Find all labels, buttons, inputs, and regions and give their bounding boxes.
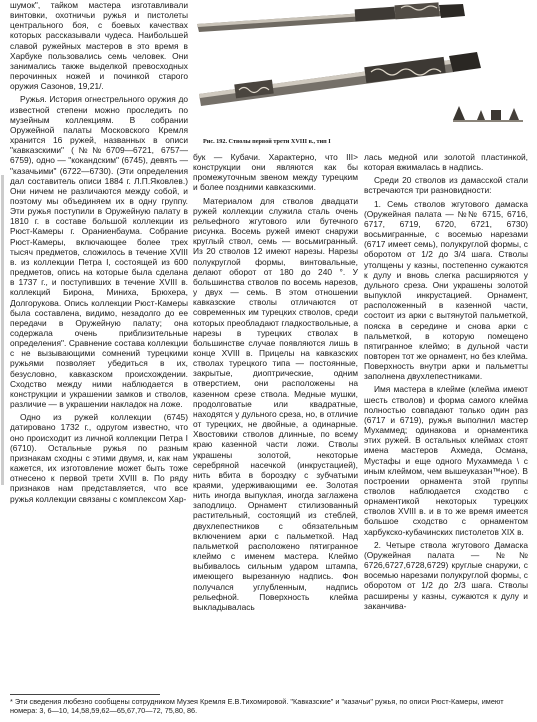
paragraph: шумок", тайком мастера изготавливали винтовки, охотничьи ружья и пистолеты центрального боя, с боевых качествах которых рассказывали чудеса. Наибольшей славой ружейных мастеров в это время в Харбуке пользовались семь человек. Они занимались также выделкой превосходных перочинных ножей и починкой старого оружия Сазонов, 19,21/. bbox=[10, 0, 188, 92]
footnote: * Эти сведения любезно сообщены сотрудником Музея Кремля Е.В.Тихомировой. "Кавказские" и "казачьи" ружья, по описи Рюст-Камеры, имеют номера: 3, 6—10, 14,58,59,62—65,67,70—72, 75,80, 86. bbox=[10, 697, 504, 715]
paragraph: Одно из ружей коллекции (6745) датировано 1732 г., одругом известно, что оно происходит из личной коллекции Петра I (6710). Остальные ружья по разным признакам сходны с этими двумя, и, как нам кажется, их изготовление может быть тоже отнесено к первой трети XVIII в. По ряду признаков нам представляется, что все ружья коллекции связаны с комплексом Хар- bbox=[10, 412, 188, 504]
paragraph: Ружья. История огнестрельного оружия до известной степени можно проследить по музейным коллекциям. В собрании Оружейной палаты Московского Кремля хранится 16 ружей, названных в описи "кавказскими" (№№6709—6721, 6757—6759), одно — "кокандским" (6745), девять — "казачьими" (6722—6730). (Эти определения дал составитель описи 1884 г. Л.П.Яковлев.) Они ничем не различаются между собой, и поэтому мы объединяем их в одну группу. Эти ружья поступили в Оружейную палату в 1810 г. в составе большой коллекции из Рюст-Камеры г. Ораниенбаума. Собрание Рюст-Камеры, включающее более трех тысяч предметов, сложилось в течение XVIII в. из коллекции Петра I, состоящей из 600 предметов, опись на которые была сделана в 1737 г., и поступивших в течение XVIII в. коллекций Бирона, Миниха, Брюхера, Долгорукова. Опись коллекции Рюст-Камеры была составлена, видимо, незадолго до ее передачи в Оружейную палату; она содержала очень приблизительные определения". Сравнение состава коллекции с не вызывающими сомнений турецкими ружьями позволяет убедиться в их, безусловно, кавказском происхождении. Сходство между ними наблюдается в конструкции и украшении замков и стволов, различие — в украшении накладок на ложе. bbox=[10, 94, 188, 410]
figure-gun-barrels bbox=[195, 2, 530, 132]
paragraph: Материалом для стволов двадцати ружей коллекции служила сталь очень рельефного жгутового или бутечного рисунка. Восемь ружей имеют снаружи круглый ствол, семь — восьмигранный. Из 20 стволов 12 имеют нарезы. Нарезы полукруглой формы, винтовальные, делают оборот от 180 до 240 °. У большинства стволов по восемь нарезов, у двух — семь. В этом отношении кавказские стволы отличаются от современных им турецких стволов, среди которых преобладают гладкоствольные, а нарезы в турецких стволах в большинстве случае появляются лишь в конце XVIII в. Прицелы на кавказских стволах турецкого типа — постоянные, закрытые, диоптрические, одним отверстием, они расположены на казенном срезе ствола. Медные мушки, продолговатые или квадратные, находятся у дульного среза, но, в отличие от турецких, не двойные, а одинарные. Хвостовики стволов длинные, по всему краю казенной части ложи. Стволы украшены золотой, некоторые серебряной насечкой (инкрустацией), нить вбита в бороздку с зубчатыми краями, удерживающими ее. Золотая нить иногда выпуклая, иногда заглажена заподлицо. Орнамент стилизованный растительный, состоящий из стеблей, двухлепестников с обязательным включением арки с пальметкой. Над пальметкой расположено пятигранное клеймо с именем мастера. Клеймо выбивалось сильным ударом штампа, имеющего вырезанную надпись. Фон получался углубленным, надпись рельефной. Поверхность клейма выкладывалась bbox=[193, 195, 358, 612]
footnote-rule bbox=[10, 694, 160, 695]
text-column-right bbox=[364, 152, 528, 614]
paragraph: 1. Семь стволов жгутового дамаска (Оружейная палата — №№ 6715, 6716, 6717, 6719, 6720, 6721, 6730) восьмигранные, с восемью нарезами (6717 имеет семь), полукруглой формы, с оборотом от 1/2 до 3/4 шага. Стволы утолщены у казны, постепенно сужаются к дулу и вновь слегка расширяются у дульного среза. Они украшены золотой выпуклой инкрустацией. Орнамент, расположенный в казенной части, состоит из арки с вытянутой пальметкой, пояска в середине и снова арки с пальметкой, в которую помещено пятигранное клеймо; в дульной части повторен тот же орнамент, но без клейма. Поверхность внутри арки и пальметты заполнена двухлепестниками. bbox=[364, 198, 528, 382]
barrel-upper bbox=[197, 2, 465, 32]
text-column-middle bbox=[193, 152, 358, 615]
barrel-lower bbox=[199, 52, 481, 106]
figure-caption: Рис. 192. Стволы первой трети XVIII в., тип I bbox=[203, 138, 331, 145]
scan-margin-shadow bbox=[1, 175, 4, 485]
paragraph: Среди 20 стволов из дамасской стали встречаются три разновидности: bbox=[364, 175, 528, 196]
paragraph: бук — Кубачи. Характерно, что III> конструкции они являются как бы промежуточным звеном между турецким и более поздними кавказскими. bbox=[193, 152, 358, 193]
paragraph: 2. Четыре ствола жгутового Дамаска (Оружейная палата — №№ 6726,6727,6728,6729) круглые снаружи, с восемью нарезами полукруглой формы, с оборотом от 1/2 до 2/3 шага. Стволы расширены у казны, сужаются к дулу и заканчива- bbox=[364, 539, 528, 611]
sight-details bbox=[453, 106, 523, 122]
text-column-left bbox=[10, 0, 188, 507]
paragraph: лась медной или золотой пластинкой, которая вжималась в надпись. bbox=[364, 152, 528, 173]
paragraph: Имя мастера в клейме (клейма имеют шесть стволов) и форма самого клейма полностью совпадают только один раз (6717 и 6719), ружья выполнил мастер Мухаммед; одинакова и орнаментика этих ружей. В остальных клеймах стоят имена мастеров Ахмеда, Османа, Мустафы и еще одного Мухаммеда \ с иным клеймом, чем вышеуказан™ное). В построении орнамента этой группы стволов наблюдается сходство с орнаментикой некоторых турецких стволов XVIII в. и в то же время имеется большое сходство с орнаментом харбукско-кубачинских пистолетов XIX в. bbox=[364, 384, 528, 537]
